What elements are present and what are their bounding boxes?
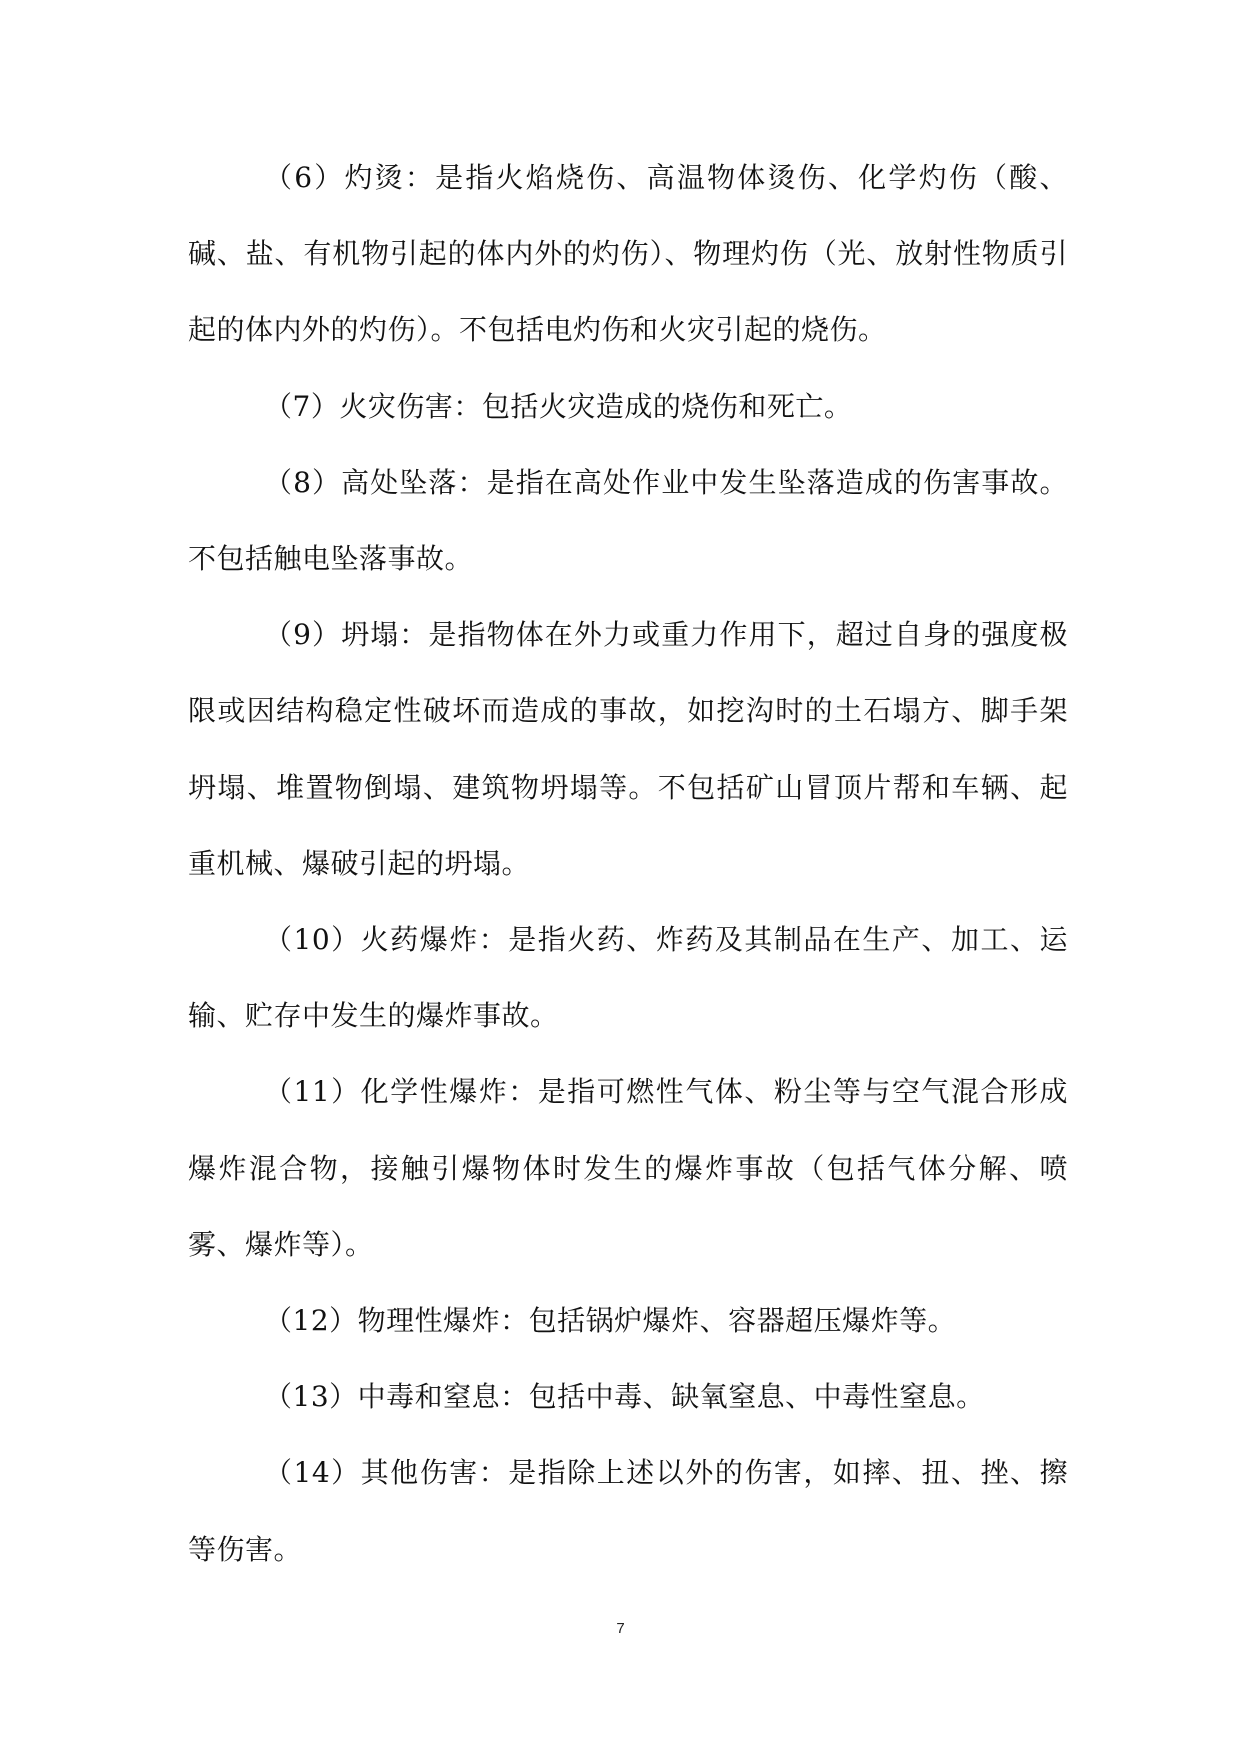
paragraph-11: （11）化学性爆炸：是指可燃性气体、粉尘等与空气混合形成爆炸混合物，接触引爆物体时发生的爆炸事故（包括气体分解、喷雾、爆炸等）。 [188,1075,1068,1261]
body-text [188,140,1068,1588]
paragraph-8: （8）高处坠落：是指在高处作业中发生坠落造成的伤害事故。不包括触电坠落事故。 [188,465,1068,576]
paragraph-7: （7）火灾伤害：包括火灾造成的烧伤和死亡。 [264,389,853,423]
paragraph-13: （13）中毒和窒息：包括中毒、缺氧窒息、中毒性窒息。 [264,1380,985,1414]
paragraph-12: （12）物理性爆炸：包括锅炉爆炸、容器超压爆炸等。 [264,1304,957,1338]
paragraph-6: （6）灼烫：是指火焰烧伤、高温物体烫伤、化学灼伤（酸、碱、盐、有机物引起的体内外的灼伤）、物理灼伤（光、放射性物质引起的体内外的灼伤）。不包括电灼伤和火灾引起的烧伤。 [188,161,1068,347]
paragraph-10: （10）火药爆炸：是指火药、炸药及其制品在生产、加工、运输、贮存中发生的爆炸事故。 [188,923,1068,1033]
page-number: 7 [616,1620,625,1637]
paragraph-9: （9）坍塌：是指物体在外力或重力作用下，超过自身的强度极限或因结构稳定性破坏而造成的事故，如挖沟时的土石塌方、脚手架坍塌、堆置物倒塌、建筑物坍塌等。不包括矿山冒顶片帮和车辆、起重机械、爆破引起的坍塌。 [188,618,1068,880]
paragraph-14: （14）其他伤害：是指除上述以外的伤害，如摔、扭、挫、擦等伤害。 [188,1456,1068,1566]
